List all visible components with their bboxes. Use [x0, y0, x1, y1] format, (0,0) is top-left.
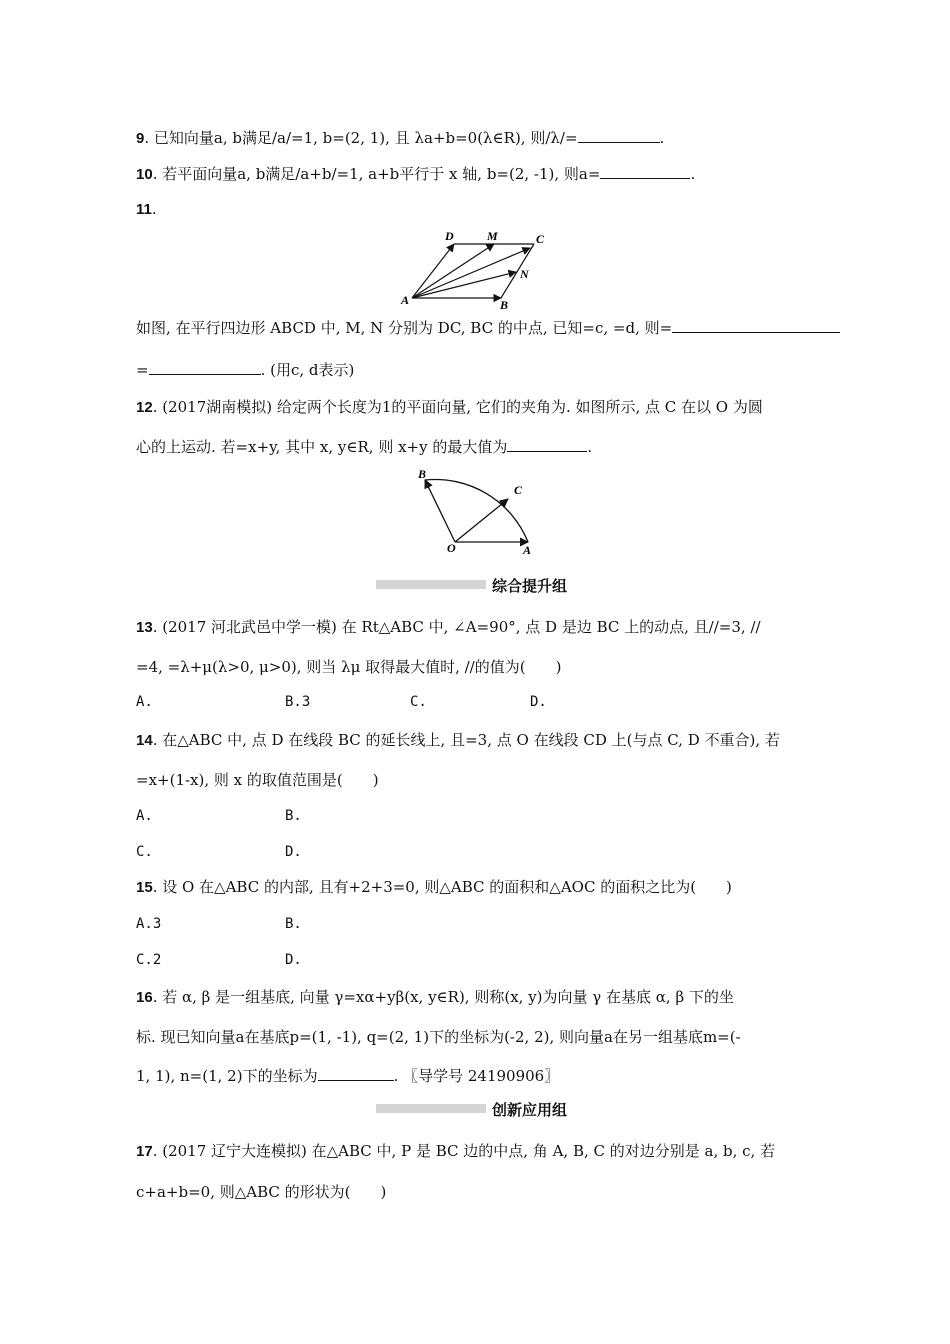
question-text: 如图, 在平行四边形 ABCD 中, M, N 分别为 DC, BC 的中点, 已知=c, =d, 则=	[136, 319, 673, 337]
question-text: . (用c, d表示)	[260, 361, 355, 379]
option-c: C.2	[136, 952, 162, 968]
option-b: B.	[285, 916, 302, 932]
question-11-number	[136, 199, 157, 220]
option-a: A.	[136, 808, 153, 824]
question-9	[136, 128, 664, 149]
question-number: 14	[136, 732, 153, 749]
answer-blank	[600, 164, 690, 179]
parallelogram-figure	[396, 226, 566, 312]
question-text: . 在△ABC 中, 点 D 在线段 BC 的延长线上, 且=3, 点 O 在线段 CD 上(与点 C, D 不重合), 若	[152, 731, 780, 749]
answer-blank	[507, 437, 587, 452]
question-text: . 若平面向量a, b满足/a+b/=1, a+b平行于 x 轴, b=(2, -1), 则a=	[152, 165, 601, 183]
label-a: A	[401, 293, 410, 307]
question-text: . (2017 辽宁大连模拟) 在△ABC 中, P 是 BC 边的中点, 角 A, B, C 的对边分别是 a, b, c, 若	[152, 1142, 776, 1160]
question-14-line1	[136, 730, 780, 751]
section-title: 综合提升组	[492, 577, 568, 595]
option-d: D.	[285, 952, 302, 968]
answer-blank	[578, 128, 660, 143]
question-16-line3	[136, 1066, 559, 1086]
option-b: B.3	[285, 694, 311, 710]
question-15-line1	[136, 877, 732, 898]
question-text: 1, 1), n=(1, 2)下的坐标为	[136, 1067, 318, 1085]
option-c: C.	[136, 844, 153, 860]
option-a: A.	[136, 694, 153, 710]
question-16-line2	[136, 1027, 741, 1047]
question-number: 17	[136, 1143, 153, 1160]
question-number: 13	[136, 619, 153, 636]
label-b: B	[418, 467, 427, 481]
question-text: .	[151, 200, 157, 218]
question-text: . (2017湖南模拟) 给定两个长度为1的平面向量, 它们的夹角为. 如图所示, 点 C 在以 O 为圆	[152, 398, 763, 416]
question-text: =4, =λ+μ(λ>0, μ>0), 则当 λμ 取得最大值时, //的值为( )	[136, 658, 562, 676]
label-o: O	[447, 541, 456, 555]
question-12-line2	[136, 437, 592, 457]
question-12-line1	[136, 397, 763, 418]
option-d: D.	[530, 694, 547, 710]
answer-blank	[149, 360, 261, 375]
period: .	[587, 438, 593, 456]
option-b: B.	[285, 808, 302, 824]
period: .	[659, 129, 665, 147]
vector-ad	[412, 244, 454, 298]
option-a: A.3	[136, 916, 162, 932]
question-number: 15	[136, 879, 153, 896]
question-11-line1	[136, 318, 840, 338]
side-bc	[501, 244, 534, 298]
question-text: =x+(1-x), 则 x 的取值范围是( )	[136, 771, 379, 789]
label-a: A	[523, 543, 532, 557]
question-number: 12	[136, 399, 153, 416]
option-d: D.	[285, 844, 302, 860]
question-16-line1	[136, 987, 734, 1008]
question-10	[136, 164, 695, 185]
label-c: C	[514, 483, 523, 497]
equals-sign: =	[136, 361, 149, 379]
question-text: 心的上运动. 若=x+y, 其中 x, y∈R, 则 x+y 的最大值为	[136, 438, 508, 456]
question-text: . 〖导学号 24190906〗	[393, 1067, 560, 1085]
section-title: 创新应用组	[492, 1101, 568, 1119]
question-13-line2	[136, 657, 561, 677]
question-text: c+a+b=0, 则△ABC 的形状为( )	[136, 1183, 387, 1201]
answer-blank	[672, 318, 840, 333]
question-text: . 设 O 在△ABC 的内部, 且有+2+3=0, 则△ABC 的面积和△AOC 的面积之比为( )	[152, 878, 732, 896]
arc-figure	[410, 464, 540, 558]
vector-oc	[455, 499, 508, 542]
question-text: 标. 现已知向量a在基底p=(1, -1), q=(2, 1)下的坐标为(-2, 2), 则向量a在另一组基底m=(-	[136, 1028, 741, 1046]
option-c: C.	[410, 694, 427, 710]
question-number: 16	[136, 989, 153, 1006]
question-text: . 已知向量a, b满足/a/=1, b=(2, 1), 且 λa+b=0(λ∈R), 则/λ/=	[144, 129, 578, 147]
label-n: N	[520, 267, 529, 281]
answer-blank	[318, 1066, 394, 1081]
question-text: . 若 α, β 是一组基底, 向量 γ=xα+yβ(x, y∈R), 则称(x, y)为向量 γ 在基底 α, β 下的坐	[152, 988, 734, 1006]
label-b: B	[500, 298, 509, 312]
question-text: . (2017 河北武邑中学一模) 在 Rt△ABC 中, ∠A=90°, 点 D 是边 BC 上的动点, 且//=3, //	[152, 618, 761, 636]
question-17-line1	[136, 1141, 775, 1162]
section-bar	[376, 580, 486, 589]
question-number: 11	[136, 201, 152, 218]
label-d: D	[445, 229, 454, 243]
vector-am	[412, 244, 494, 298]
label-c: C	[536, 232, 545, 246]
question-13-line1	[136, 617, 761, 638]
section-bar	[376, 1104, 486, 1113]
vector-ob	[425, 480, 455, 542]
question-14-line2	[136, 770, 379, 790]
period: .	[690, 165, 696, 183]
question-number: 10	[136, 166, 153, 183]
question-17-line2	[136, 1182, 386, 1202]
label-m: M	[487, 229, 498, 243]
question-number: 9	[136, 130, 145, 147]
question-11-line2	[136, 360, 354, 380]
